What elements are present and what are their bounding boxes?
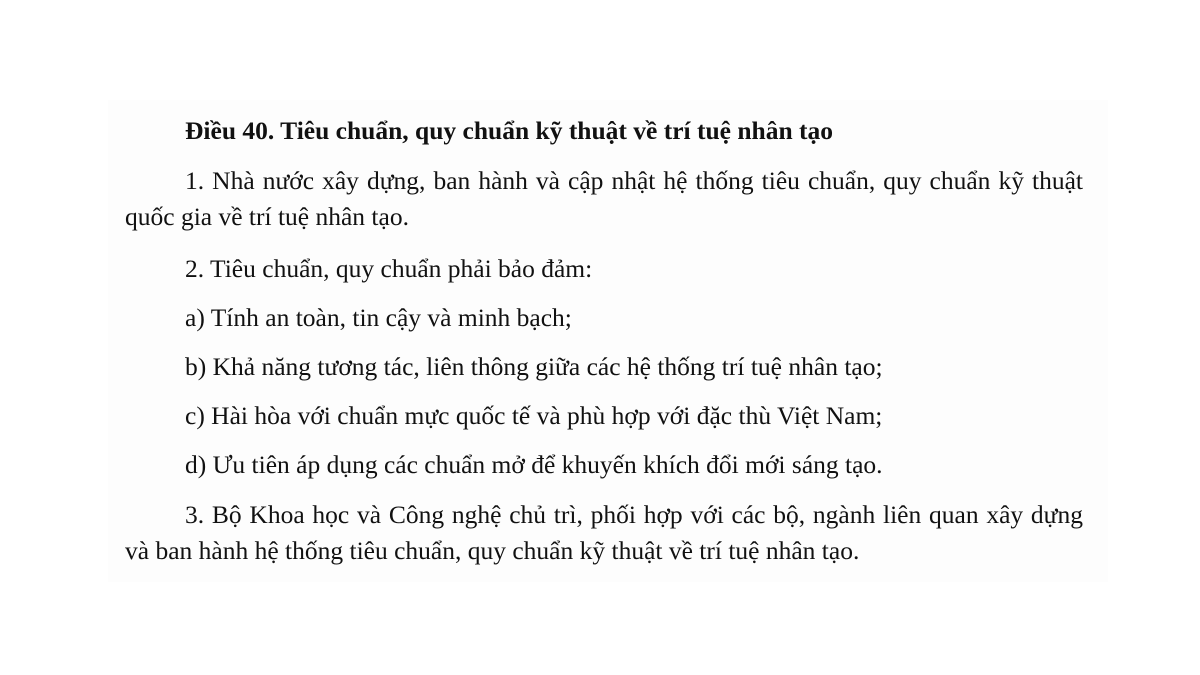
point-a: a) Tính an toàn, tin cậy và minh bạch;	[185, 303, 572, 332]
point-b: b) Khả năng tương tác, liên thông giữa các hệ thống trí tuệ nhân tạo;	[185, 352, 883, 381]
clause-1: 1. Nhà nước xây dựng, ban hành và cập nhật hệ thống tiêu chuẩn, quy chuẩn kỹ thuật quốc gia về trí tuệ nhân tạo.	[125, 166, 1083, 231]
point-c: c) Hài hòa với chuẩn mực quốc tế và phù hợp với đặc thù Việt Nam;	[185, 401, 883, 430]
article-title: Điều 40. Tiêu chuẩn, quy chuẩn kỹ thuật về trí tuệ nhân tạo	[185, 116, 834, 145]
clause-2: 2. Tiêu chuẩn, quy chuẩn phải bảo đảm:	[185, 254, 593, 283]
clause-3: 3. Bộ Khoa học và Công nghệ chủ trì, phối hợp với các bộ, ngành liên quan xây dựng và ban hành hệ thống tiêu chuẩn, quy chuẩn kỹ thuật về trí tuệ nhân tạo.	[125, 500, 1083, 565]
point-d: d) Ưu tiên áp dụng các chuẩn mở để khuyến khích đổi mới sáng tạo.	[185, 450, 883, 479]
